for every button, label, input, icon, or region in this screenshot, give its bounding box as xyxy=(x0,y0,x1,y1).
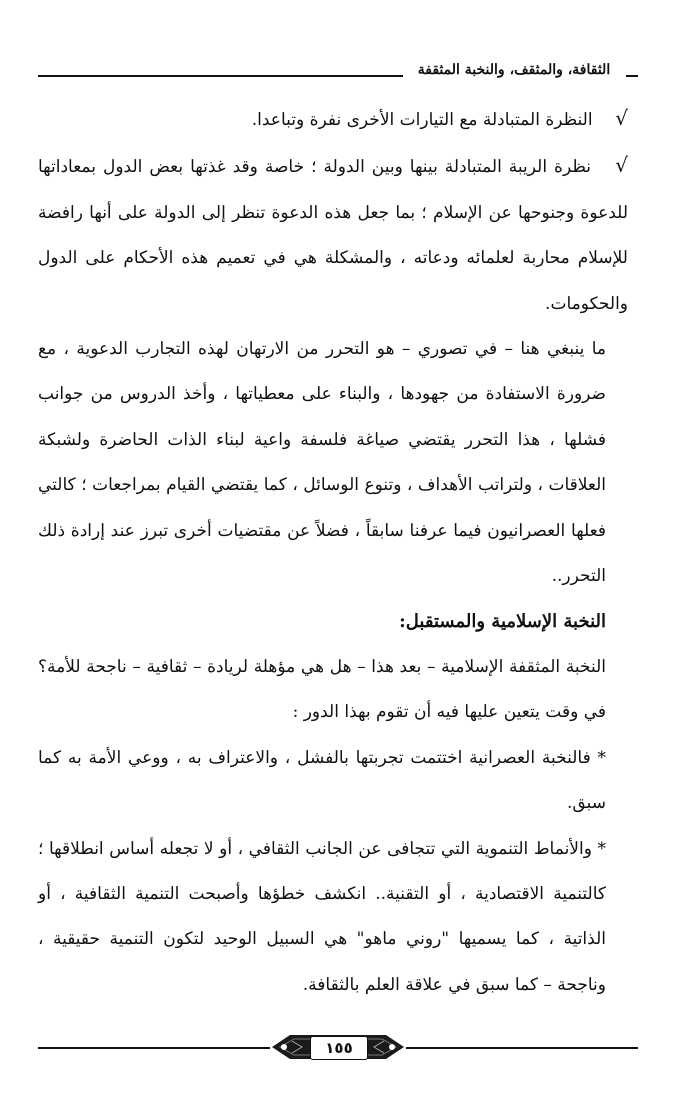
running-header xyxy=(38,58,638,88)
footer-rule-right xyxy=(406,1047,638,1049)
page-number-ornament xyxy=(270,1028,406,1066)
bullet-text: نظرة الريبة المتبادلة بينها وبين الدولة ؛ خاصة وقد غذتها بعض الدول بمعاداتها للدعوة وجنوحها عن الإسلام ؛ بما جعل هذه الدعوة تنظر إلى الدولة على أنها رافضة للإسلام محاربة لعلمائه ودعاته ، والمشكلة هي في تعميم هذه الأحكام على الدول والحكومات. xyxy=(38,157,628,314)
page-number: ١٥٥ xyxy=(310,1036,368,1060)
section-heading: النخبة الإسلامية والمستقبل: xyxy=(399,611,606,633)
header-title: الثقافة، والمثقف، والنخبة المثقفة xyxy=(417,62,611,78)
body-paragraph-2: النخبة المثقفة الإسلامية – بعد هذا – هل هي مؤهلة لريادة – ثقافية – ناجحة للأمة؟ في وقت يتعين عليها فيه أن تقوم بهذا الدور : xyxy=(38,656,606,723)
page-footer xyxy=(38,1022,638,1072)
check-mark-icon: √ xyxy=(615,153,628,178)
bullet-text: النظرة المتبادلة مع التيارات الأخرى نفرة وتباعدا. xyxy=(251,110,593,130)
body-paragraph-3: * فالنخبة العصرانية اختتمت تجربتها بالفشل ، والاعتراف به ، ووعي الأمة به كما سبق. xyxy=(38,747,606,814)
bullet-item-1 xyxy=(38,96,638,143)
page-body xyxy=(38,96,638,1008)
check-mark-icon: √ xyxy=(615,106,628,130)
body-paragraph-4: * والأنماط التنموية التي تتجافى عن الجانب الثقافي ، أو لا تجعله أساس انطلاقها ؛ كالتنمية الاقتصادية ، أو التقنية.. انكشف خطؤها وأصبحت التنمية الثقافية ، أو الذاتية ، كما يسميها "روني ماهو" هي السبيل الوحيد لتكون التنمية حقيقية ، وناجحة – كما سبق في علاقة العلم بالثقافة. xyxy=(38,838,606,995)
bullet-item-2 xyxy=(38,143,638,327)
header-rule xyxy=(38,75,403,77)
footer-rule-left xyxy=(38,1047,270,1049)
header-rule-end xyxy=(626,75,638,77)
body-paragraph-1: ما ينبغي هنا – في تصوري – هو التحرر من الارتهان لهذه التجارب الدعوية ، مع ضرورة الاستفادة من جهودها ، والبناء على معطياتها ، وأخذ الدروس من جوانب فشلها ، هذا التحرر يقتضي صياغة فلسفة واعية لبناء الذات الحاضرة ولشبكة العلاقات ، ولتراتب الأهداف ، وتنوع الوسائل ، كما يقتضي القيام بمراجعات ؛ كالتي فعلها العصرانيون فيما عرفنا سابقاً ، فضلاً عن مقتضيات أخرى تبرز عند إرادة ذلك التحرر.. xyxy=(38,339,606,587)
